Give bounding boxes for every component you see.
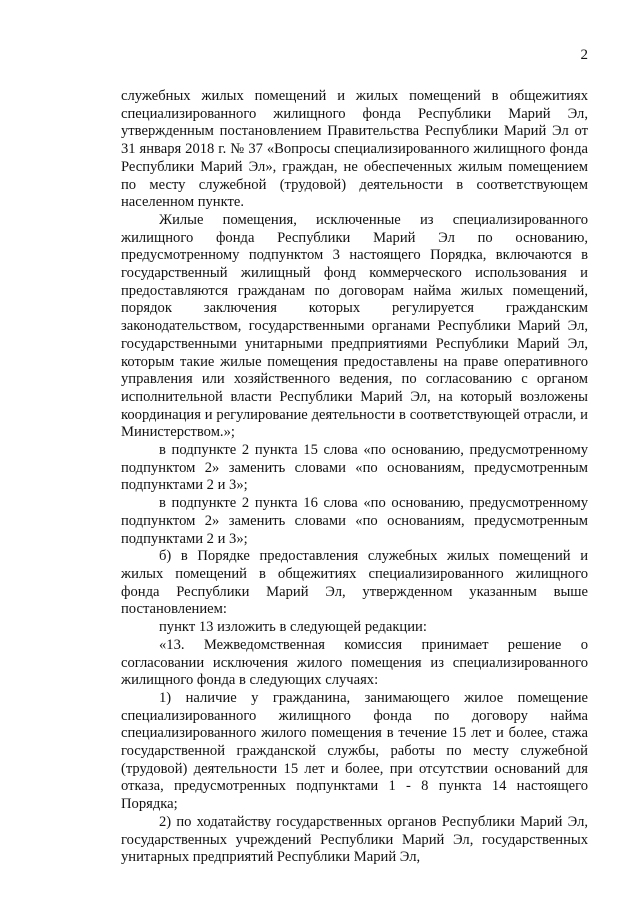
paragraph-subitem-2: 2) по ходатайству государственных органов Республики Марий Эл, государственных учреждений Республики Марий Эл, государственных унитарных предприятий Республики Марий Эл,	[121, 813, 588, 866]
paragraph-point-13-text: «13. Межведомственная комиссия принимает решение о согласовании исключения жилого помещения из специализированного жилищного фонда в следующих случаях:	[121, 636, 588, 689]
paragraph-b-procedure: б) в Порядке предоставления служебных жилых помещений и жилых помещений в общежитиях специализированного жилищного фонда Республики Марий Эл, утвержденном указанным выше постановлением:	[121, 548, 588, 618]
document-body	[121, 88, 588, 867]
paragraph-item-16-amendment: в подпункте 2 пункта 16 слова «по основанию, предусмотренному подпунктом 2» заменить словами «по основаниям, предусмотренным подпунктами 2 и 3»;	[121, 495, 588, 547]
paragraph-continuation: служебных жилых помещений и жилых помещений в общежитиях специализированного жилищного фонда Республики Марий Эл, утвержденным постановлением Правительства Республики Марий Эл от 31 января 2018 г. № 37 «Вопросы специализированного жилищного фонда Республики Марий Эл», граждан, не обеспеченных жилым помещением по месту служебной (трудовой) деятельности в соответствующем населенном пункте.	[121, 88, 588, 211]
paragraph-excluded-housing: Жилые помещения, исключенные из специализированного жилищного фонда Республики Марий Эл по основанию, предусмотренному подпунктом 3 настоящего Порядка, включаются в государственный жилищный фонд коммерческого использования и предоставляются гражданам по договорам найма жилых помещений, порядок заключения которых регулируется гражданским законодательством, государственными органами Республики Марий Эл, государственными унитарными предприятиями Республики Марий Эл, которым такие жилые помещения предоставлены на праве оперативного управления или хозяйственного ведения, по согласованию с органом исполнительной власти Республики Марий Эл, на который возложены координация и регулирование деятельности в соответствующей отрасли, и Министерством.»;	[121, 211, 588, 441]
paragraph-subitem-1: 1) наличие у гражданина, занимающего жилое помещение специализированного жилищного фонда по договору найма специализированного жилого помещения в течение 15 лет и более, стажа государственной гражданской службы, работы по месту служебной (трудовой) деятельности 15 лет и более, при отсутствии оснований для отказа, предусмотренных подпунктами 1 - 8 пункта 14 настоящего Порядка;	[121, 689, 588, 813]
paragraph-item-15-amendment: в подпункте 2 пункта 15 слова «по основанию, предусмотренному подпунктом 2» заменить словами «по основаниям, предусмотренным подпунктами 2 и 3»;	[121, 442, 588, 494]
paragraph-point-13-intro: пункт 13 изложить в следующей редакции:	[159, 619, 427, 636]
page-number: 2	[580, 47, 588, 63]
